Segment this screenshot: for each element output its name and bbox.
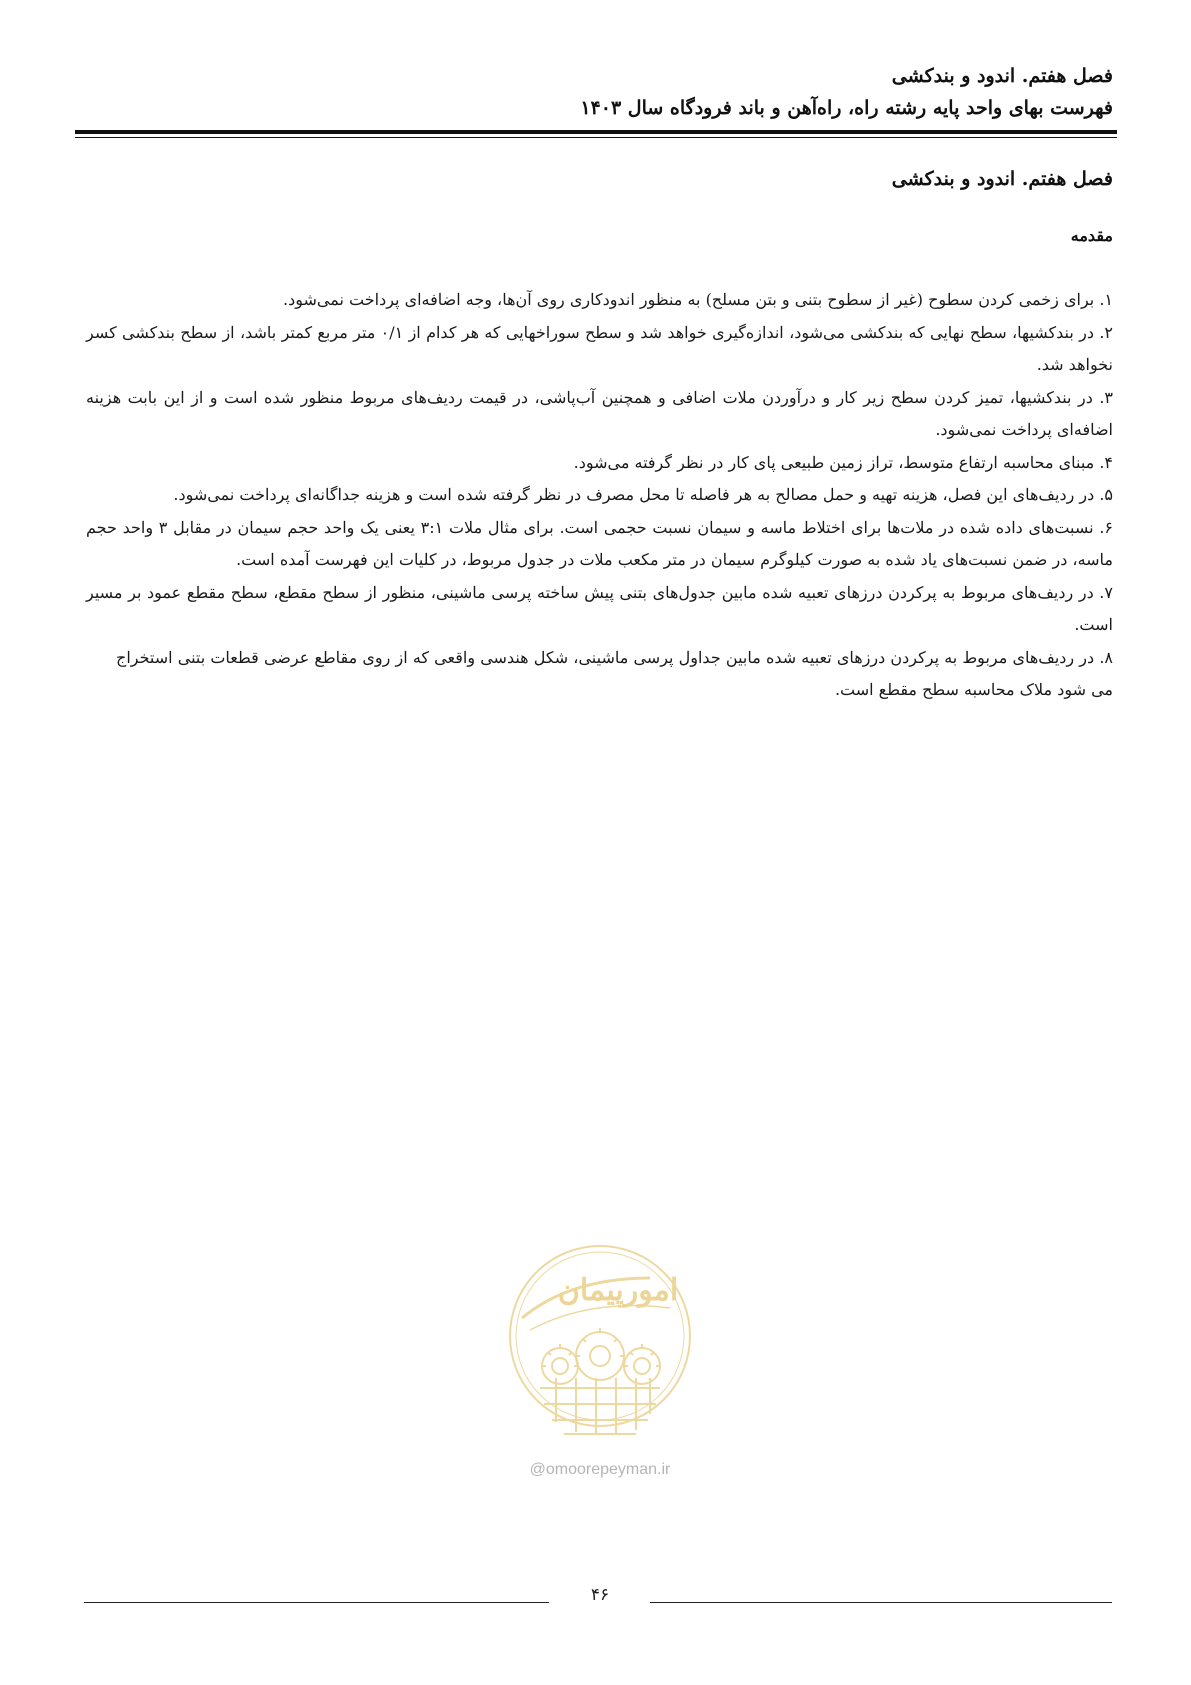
- intro-heading: مقدمه: [1070, 226, 1113, 245]
- watermark-logo: [500, 1238, 700, 1482]
- footer-rule-left: [84, 1602, 549, 1603]
- running-header: [73, 60, 1113, 124]
- list-item: ۲. در بندکشیها، سطح نهایی که بندکشی می‌شود، اندازه‌گیری خواهد شد و سطح سوراخهایی که هر کدام از ۰/۱ متر مربع کمتر باشد، از سطح بندکشی کسر نخواهد شد.: [86, 322, 1113, 374]
- list-item: ۴. مبنای محاسبه ارتفاع متوسط، تراز زمین طبیعی پای کار در نظر گرفته می‌شود.: [573, 452, 1113, 472]
- list-item: ۵. در ردیف‌های این فصل، هزینه تهیه و حمل مصالح به هر فاصله تا محل مصرف در نظر گرفته شده است و هزینه جداگانه‌ای پرداخت نمی‌شود.: [173, 485, 1113, 504]
- header-chapter-title: فصل هفتم. اندود و بندکشی: [891, 65, 1113, 87]
- watermark-logo-text: امورپیمان: [557, 1273, 679, 1308]
- header-document-title: فهرست بهای واحد پایه رشته راه، راه‌آهن و باند فرودگاه سال ۱۴۰۳: [580, 97, 1113, 119]
- intro-list: [86, 284, 1113, 707]
- list-item: ۳. در بندکشیها، تمیز کردن سطح زیر کار و درآوردن ملات اضافی و همچنین آب‌پاشی، در قیمت ردیف‌های مربوط منظور شده است و از این بابت هزینه اضافه‌ای پرداخت نمی‌شود.: [86, 387, 1113, 439]
- footer-rule-right: [650, 1602, 1112, 1603]
- seal-icon: [500, 1238, 700, 1482]
- list-item: ۶. نسبت‌های داده شده در ملات‌ها برای اختلاط ماسه و سیمان نسبت حجمی است. برای مثال ملات ۳:۱ یعنی یک واحد حجم سیمان در مقابل ۳ واحد حجم ماسه، در ضمن نسبت‌های یاد شده به صورت کیلوگرم سیمان در متر مکعب ملات در جدول مربوط، در کلیات این فهرست آمده است.: [86, 517, 1114, 569]
- header-rule-thick: [75, 130, 1117, 134]
- page-number: ۴۶: [590, 1585, 610, 1605]
- list-item: ۸. در ردیف‌های مربوط به پرکردن درزهای تعبیه شده مابین جداول پرسی ماشینی، شکل هندسی واقعی که از روی مقاطع عرضی قطعات بتنی استخراج می شود ملاک محاسبه سطح مقطع است.: [116, 647, 1114, 699]
- chapter-title: فصل هفتم. اندود و بندکشی: [891, 168, 1113, 190]
- watermark-url: @omoorepeyman.ir: [529, 1461, 671, 1478]
- list-item: ۷. در ردیف‌های مربوط به پرکردن درزهای تعبیه شده مابین جدول‌های بتنی پیش ساخته پرسی ماشینی، منظور از سطح مقطع، سطح مقطع عمود بر مسیر است.: [86, 582, 1113, 634]
- list-item: ۱. برای زخمی کردن سطوح (غیر از سطوح بتنی و بتن مسلح) به منظور اندودکاری روی آن‌ها، وجه اضافه‌ای پرداخت نمی‌شود.: [283, 290, 1113, 309]
- header-rule-thin: [75, 137, 1117, 138]
